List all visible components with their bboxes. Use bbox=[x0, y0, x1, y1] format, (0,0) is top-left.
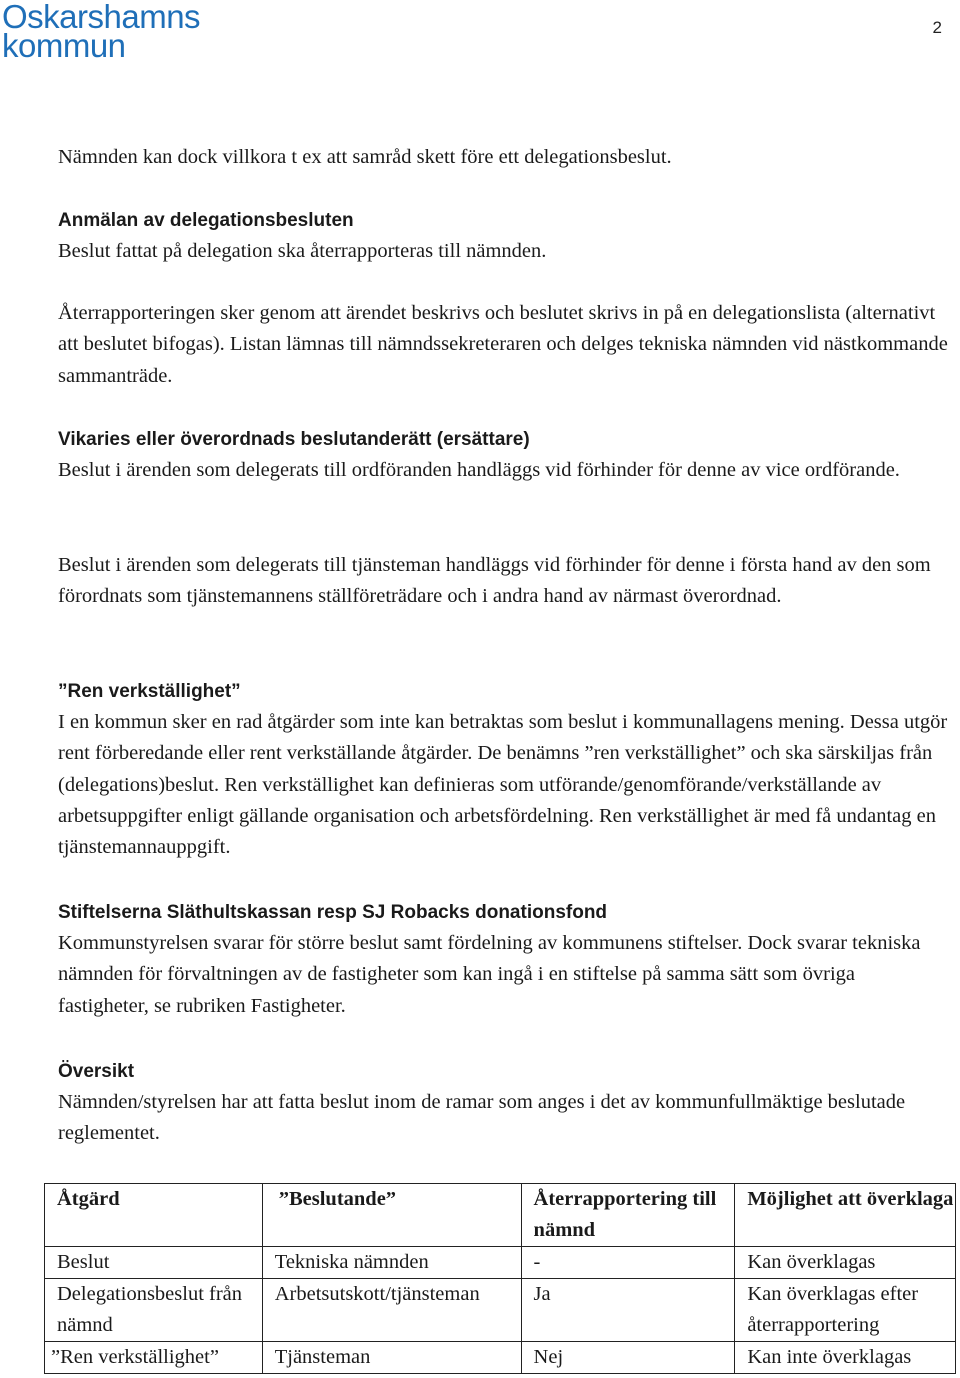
page-number: 2 bbox=[932, 18, 942, 37]
table-cell: Arbetsutskott/tjänsteman bbox=[262, 1279, 521, 1342]
overview-table bbox=[44, 1183, 956, 1374]
anmalan-heading: Anmälan av delegationsbesluten bbox=[58, 210, 354, 231]
table-cell: Kan överklagas bbox=[735, 1247, 956, 1279]
anmalan-paragraph-1: Beslut fattat på delegation ska återrapporteras till nämnden. bbox=[58, 240, 547, 262]
table-cell: Beslut bbox=[45, 1247, 263, 1279]
table-header-cell: Åtgärd bbox=[45, 1184, 263, 1247]
table-cell: ”Ren verkställighet” bbox=[45, 1342, 263, 1374]
table-row bbox=[45, 1342, 956, 1374]
table-cell: Kan överklagas efter återrapportering bbox=[735, 1279, 956, 1342]
oversikt-paragraph: Nämnden/styrelsen har att fatta beslut inom de ramar som anges i det av kommunfullmäktige beslutade reglementet. bbox=[58, 1091, 906, 1145]
vikaries-paragraph-1: Beslut i ärenden som delegerats till ordföranden handläggs vid förhinder för denne av vice ordförande. bbox=[58, 459, 900, 481]
ren-verkstallighet-heading: ”Ren verkställighet” bbox=[58, 681, 241, 702]
ren-verkstallighet-paragraph: I en kommun sker en rad åtgärder som inte kan betraktas som beslut i kommunallagens mening. Dessa utgör rent förberedande eller rent verkställande åtgärder. De benämns ”ren verkställighet” och ska särskiljas från (delegations)beslut. Ren verkställighet kan definieras som utförande/genomförande/verkställande av arbetsuppgifter enligt gällande organisation och arbetsfördelning. Ren verkställighet är med få undantag en tjänstemannauppgift. bbox=[58, 711, 948, 859]
stiftelser-paragraph: Kommunstyrelsen svarar för större beslut samt fördelning av kommunens stiftelser. Dock svarar tekniska nämnden för förvaltningen av de fastigheter som kan ingå i en stiftelse på samma sätt som övriga fastigheter, se rubriken Fastigheter. bbox=[58, 932, 921, 1017]
logo-line-2: kommun bbox=[2, 27, 126, 64]
table-header-row bbox=[45, 1184, 956, 1247]
table-row bbox=[45, 1279, 956, 1342]
table-cell: Nej bbox=[521, 1342, 735, 1374]
stiftelser-heading: Stiftelserna Släthultskassan resp SJ Robacks donationsfond bbox=[58, 902, 608, 923]
intro-paragraph: Nämnden kan dock villkora t ex att samråd skett före ett delegationsbeslut. bbox=[58, 146, 672, 168]
vikaries-heading: Vikaries eller överordnads beslutanderätt (ersättare) bbox=[58, 429, 530, 450]
table-row bbox=[45, 1247, 956, 1279]
table-cell: Kan inte överklagas bbox=[735, 1342, 956, 1374]
table-cell: Tjänsteman bbox=[262, 1342, 521, 1374]
table-header-cell: Återrapportering till nämnd bbox=[521, 1184, 735, 1247]
vikaries-paragraph-2: Beslut i ärenden som delegerats till tjänsteman handläggs vid förhinder för denne i första hand av den som förordnats som tjänstemannens ställföreträdare och i andra hand av närmast överordnad. bbox=[58, 554, 931, 608]
anmalan-paragraph-2: Återrapporteringen sker genom att ärendet beskrivs och beslutet skrivs in på en delegationslista (alternativt att beslutet bifogas). Listan lämnas till nämndssekreteraren och delges tekniska nämnden vid nästkommande sammanträde. bbox=[58, 302, 948, 387]
table-header-cell: ”Beslutande” bbox=[262, 1184, 521, 1247]
table-cell: Ja bbox=[521, 1279, 735, 1342]
oskarshamns-kommun-logo bbox=[2, 0, 201, 64]
table-cell: - bbox=[521, 1247, 735, 1279]
table-cell: Tekniska nämnden bbox=[262, 1247, 521, 1279]
table-cell: Delegationsbeslut från nämnd bbox=[45, 1279, 263, 1342]
oversikt-heading: Översikt bbox=[58, 1061, 135, 1082]
table-header-cell: Möjlighet att överklaga bbox=[735, 1184, 956, 1247]
logo-line-1: Oskarshamns bbox=[2, 0, 201, 35]
